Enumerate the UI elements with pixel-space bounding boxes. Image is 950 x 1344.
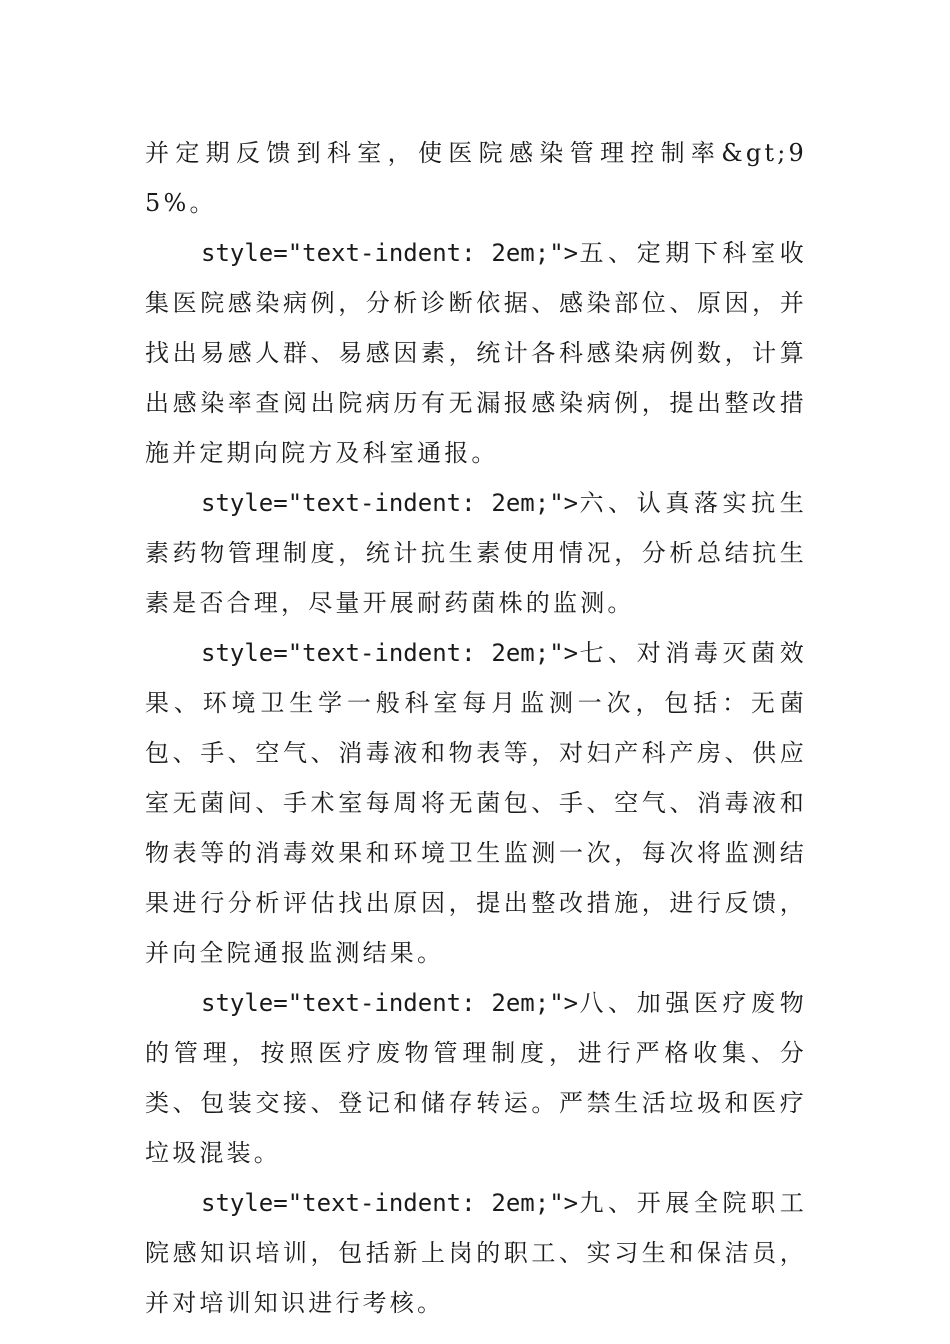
paragraph-text: 五、定期下科室收集医院感染病例，分析诊断依据、感染部位、原因，并找出易感人群、易感因素，统计各科感染病例数，计算出感染率查阅出院病历有无漏报感染病例，提出整改措施并定期向院方及科室通报。: [145, 239, 807, 467]
paragraph-style-prefix: style="text-indent: 2em;">: [201, 639, 579, 667]
paragraph-style-prefix: style="text-indent: 2em;">: [201, 1189, 579, 1217]
paragraph-text: 六、认真落实抗生素药物管理制度，统计抗生素使用情况，分析总结抗生素是否合理，尽量开展耐药菌株的监测。: [145, 489, 807, 617]
paragraph-item-6: [145, 478, 807, 628]
paragraph-item-5: [145, 228, 807, 478]
paragraph-text: 八、加强医疗废物的管理，按照医疗废物管理制度，进行严格收集、分类、包装交接、登记和储存转运。严禁生活垃圾和医疗垃圾混装。: [145, 989, 807, 1167]
document-body: [145, 128, 807, 1328]
paragraph-text: 七、对消毒灭菌效果、环境卫生学一般科室每月监测一次，包括：无菌包、手、空气、消毒液和物表等，对妇产科产房、供应室无菌间、手术室每周将无菌包、手、空气、消毒液和物表等的消毒效果和环境卫生监测一次，每次将监测结果进行分析评估找出原因，提出整改措施，进行反馈，并向全院通报监测结果。: [145, 639, 807, 967]
paragraph-text: 并定期反馈到科室，使医院感染管理控制率&gt;95%。: [145, 139, 807, 217]
paragraph-style-prefix: style="text-indent: 2em;">: [201, 239, 579, 267]
paragraph-item-9: [145, 1178, 807, 1328]
paragraph-item-7: [145, 628, 807, 978]
paragraph-text: 九、开展全院职工院感知识培训，包括新上岗的职工、实习生和保洁员，并对培训知识进行考核。: [145, 1189, 807, 1317]
paragraph-style-prefix: style="text-indent: 2em;">: [201, 489, 579, 517]
paragraph-style-prefix: style="text-indent: 2em;">: [201, 989, 579, 1017]
paragraph-item-8: [145, 978, 807, 1178]
paragraph-continuation: [145, 128, 807, 228]
